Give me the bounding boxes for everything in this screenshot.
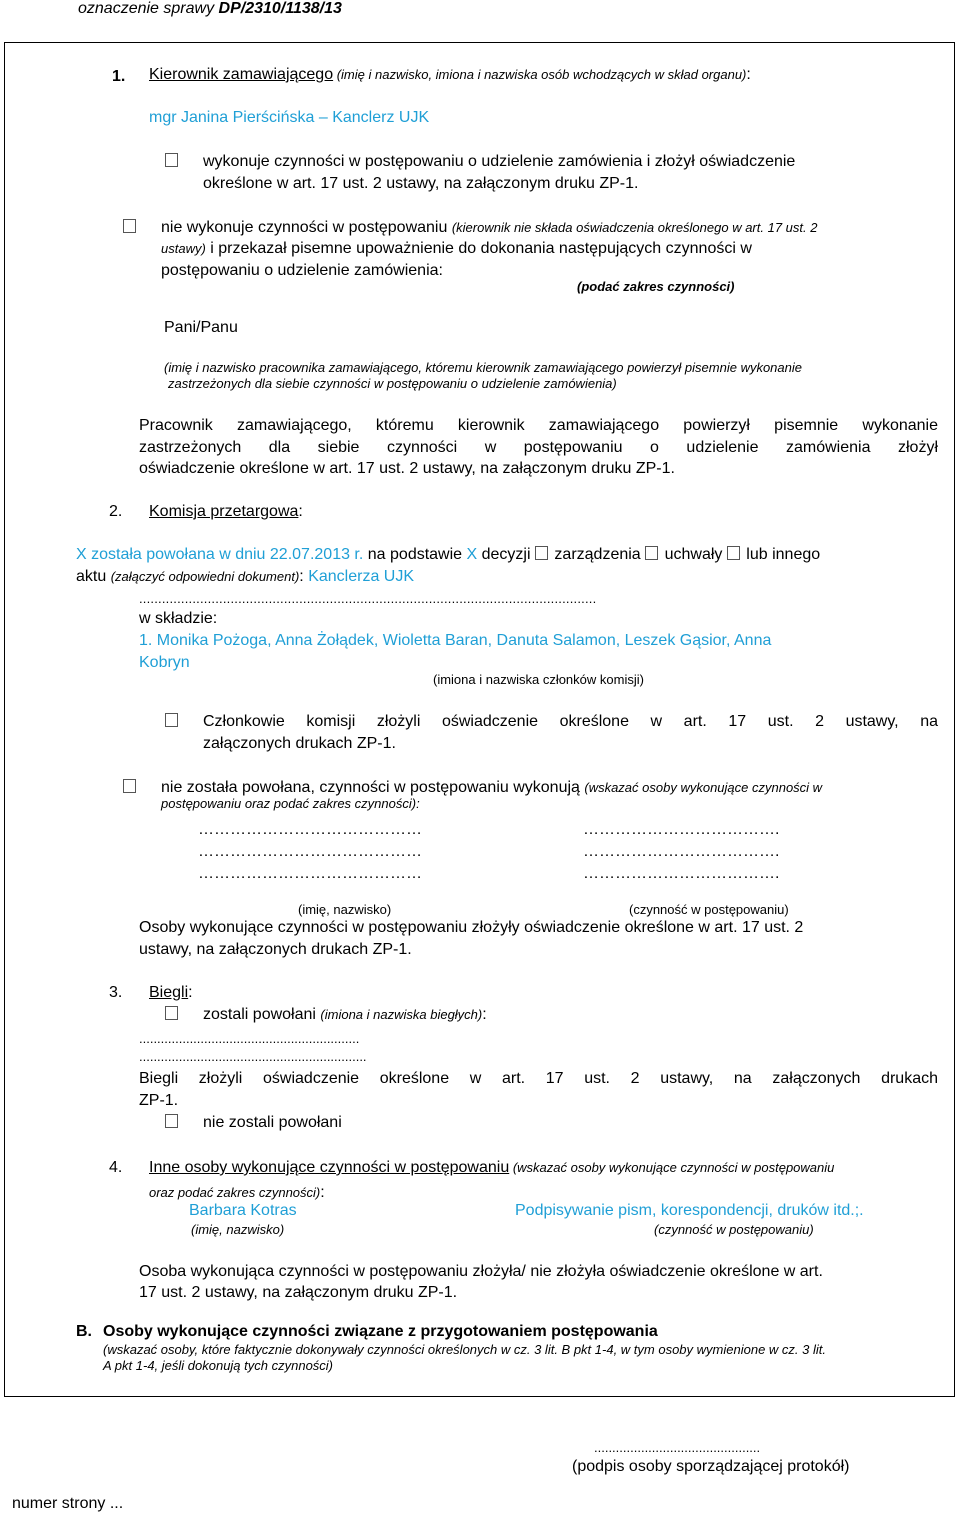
checkbox-other[interactable] xyxy=(727,546,740,560)
section-4-colon: : xyxy=(320,1184,325,1201)
experts-appointed-label: zostali powołani xyxy=(203,1006,321,1023)
not-appointed-note: (wskazać osoby wykonujące czynności w xyxy=(584,780,823,795)
section-4-note1: (wskazać osoby wykonujące czynności w postępowaniu xyxy=(509,1160,835,1175)
head-name: mgr Janina Pierścińska – Kanclerz UJK xyxy=(149,109,430,126)
other-person-task: Podpisywanie pism, korespondencji, druków itd.;. xyxy=(515,1202,864,1219)
section-4-heading xyxy=(149,1159,834,1177)
members-note: (imiona i nazwiska członków komisji) xyxy=(433,672,644,687)
act-value: Kanclerza UJK xyxy=(308,568,415,585)
persons-dots-name-1: …………………………………… xyxy=(198,821,422,838)
option-not-performs-line3: postępowaniu o udzielenie zamówienia: xyxy=(161,262,443,279)
persons-decl-line1: Osoby wykonujące czynności w postępowaniu złożyły oświadczenie określone w art. 17 ust. 2 xyxy=(139,919,804,936)
section-b-note1: (wskazać osoby, które faktycznie dokonywały czynności określonych w cz. 3 lit. B pkt 1-4, w tym osoby wymienione w cz. 3 lit. xyxy=(103,1342,826,1357)
case-number xyxy=(78,0,342,18)
checkbox-performs[interactable] xyxy=(165,153,178,167)
pani-panu: Pani/Panu xyxy=(164,319,238,336)
worker-decl-line1: Pracownik zamawiającego, któremu kierownik zamawiającego powierzył pisemnie wykonanie xyxy=(139,417,938,434)
experts-appointed xyxy=(165,1006,180,1024)
persons-dots-task-3: ………………………………. xyxy=(583,865,780,882)
members-line2: Kobryn xyxy=(139,654,190,671)
experts-appointed-line xyxy=(203,1006,487,1024)
experts-dots-1: ............................................................. xyxy=(139,1031,360,1046)
act-line xyxy=(76,568,414,586)
persons-decl-line2: ustawy, na załączonych drukach ZP-1. xyxy=(139,941,412,958)
section-1-title: Kierownik zamawiającego xyxy=(149,66,334,83)
checkbox-order[interactable] xyxy=(535,546,548,560)
option-not-performs xyxy=(123,219,138,237)
section-3-title: Biegli xyxy=(149,984,189,1001)
experts-not-appointed xyxy=(165,1114,180,1132)
case-number-label: oznaczenie sprawy xyxy=(78,0,219,17)
worker-decl-line3: oświadczenie określone w art. 17 ust. 2 ustawy, na załączonym druku ZP-1. xyxy=(139,460,675,477)
option-performs xyxy=(165,153,180,171)
signature-label: (podpis osoby sporządzającej protokół) xyxy=(572,1458,850,1475)
persons-dots-name-3: …………………………………… xyxy=(198,865,422,882)
experts-dots-2: ............................................................... xyxy=(139,1049,367,1064)
other-col-task: (czynność w postępowaniu) xyxy=(654,1222,814,1237)
option-performs-line2: określone w art. 17 ust. 2 ustawy, na załączonym druku ZP-1. xyxy=(203,175,639,192)
other-decl-line2: 17 ust. 2 ustawy, na załączonym druku ZP-1. xyxy=(139,1284,458,1301)
act-dots: ........................................................................................................................ xyxy=(139,591,597,606)
scope-note: (podać zakres czynności) xyxy=(577,279,735,294)
act-label: aktu xyxy=(76,568,111,585)
section-1-colon: : xyxy=(746,66,751,83)
members-decl-line1: Członkowie komisji złożyli oświadczenie określone w art. 17 ust. 2 ustawy, na xyxy=(203,713,938,730)
act-colon: : xyxy=(299,568,309,585)
experts-decl-line2: ZP-1. xyxy=(139,1092,179,1109)
section-3-colon: : xyxy=(188,984,193,1001)
act-note: (załączyć odpowiedni dokument) xyxy=(110,569,300,584)
option-not-performs-note: (kierownik nie składa oświadczenia określonego w art. 17 ust. 2 xyxy=(451,220,818,235)
option-performs-line1: wykonuje czynności w postępowaniu o udzielenie zamówienia i złożył oświadczenie xyxy=(203,153,796,170)
worker-decl-line2: zastrzeżonych dla siebie czynności w postępowaniu o udzielenie zamówienia złożył xyxy=(139,439,938,456)
persons-dots-task-2: ………………………………. xyxy=(583,843,780,860)
checkbox-experts-appointed[interactable] xyxy=(165,1006,178,1020)
checkbox-members-decl[interactable] xyxy=(165,713,178,727)
members-decl-line2: załączonych drukach ZP-1. xyxy=(203,735,396,752)
persons-dots-name-2: …………………………………… xyxy=(198,843,422,860)
basis-decision-mark: X xyxy=(466,546,478,563)
persons-col-name: (imię, nazwisko) xyxy=(298,902,392,917)
section-b-note2: A pkt 1-4, jeśli dokonują tych czynności) xyxy=(103,1358,334,1373)
basis-resolution: uchwały xyxy=(660,546,727,563)
section-4-title: Inne osoby wykonujące czynności w postępowaniu xyxy=(149,1159,510,1176)
commission-date: 22.07.2013 r. xyxy=(269,546,364,563)
composition-label: w składzie: xyxy=(139,610,218,627)
option-not-performs-text2: i przekazał pisemne upoważnienie do dokonania następujących czynności w xyxy=(205,240,752,257)
checkbox-not-performs[interactable] xyxy=(123,219,136,233)
not-appointed-main: nie została powołana, czynności w postępowaniu wykonują xyxy=(161,779,585,796)
section-b-number: B. xyxy=(76,1323,92,1340)
option-not-performs-line2 xyxy=(161,240,752,258)
section-4-number: 4. xyxy=(109,1159,123,1176)
section-4-note2: oraz podać zakres czynności) xyxy=(149,1185,321,1200)
persons-dots-task-1: ………………………………. xyxy=(583,821,780,838)
experts-not-appointed-label: nie zostali powołani xyxy=(203,1114,342,1131)
section-1-heading xyxy=(149,66,751,84)
basis-other: lub innego xyxy=(741,546,821,563)
basis-decision: decyzji xyxy=(477,546,535,563)
experts-decl-line1: Biegli złożyli oświadczenie określone w art. 17 ust. 2 ustawy, na załączonych drukach xyxy=(139,1070,938,1087)
section-4-note2-line xyxy=(149,1184,325,1202)
section-2-title: Komisja przetargowa xyxy=(149,503,299,520)
option-not-performs-note2: ustawy) xyxy=(161,241,206,256)
section-2-heading xyxy=(149,503,303,521)
not-appointed-note2: postępowaniu oraz podać zakres czynności): xyxy=(161,796,420,811)
section-2-colon: : xyxy=(298,503,303,520)
checkbox-not-appointed[interactable] xyxy=(123,779,136,793)
signature-dots: .............................................. xyxy=(594,1440,761,1455)
not-appointed-line1 xyxy=(161,779,822,797)
section-b-title: Osoby wykonujące czynności związane z przygotowaniem postępowania xyxy=(103,1323,658,1340)
section-3-number: 3. xyxy=(109,984,123,1001)
option-not-performs-line1 xyxy=(161,219,817,237)
experts-appointed-colon: : xyxy=(482,1006,487,1023)
not-appointed xyxy=(123,779,138,797)
case-number-value: DP/2310/1138/13 xyxy=(218,0,342,17)
basis-label: na podstawie xyxy=(363,546,467,563)
section-3-heading xyxy=(149,984,193,1002)
experts-appointed-note: (imiona i nazwiska biegłych) xyxy=(320,1007,483,1022)
other-person-name: Barbara Kotras xyxy=(189,1202,297,1219)
other-decl-line1: Osoba wykonująca czynności w postępowaniu złożyła/ nie złożyła oświadczenie określone w art. xyxy=(139,1263,823,1280)
checkbox-resolution[interactable] xyxy=(645,546,658,560)
members-line1: 1. Monika Pożoga, Anna Żołądek, Wioletta Baran, Danuta Salamon, Leszek Gąsior, Anna xyxy=(139,632,772,649)
persons-col-task: (czynność w postępowaniu) xyxy=(629,902,789,917)
option-not-performs-main: nie wykonuje czynności w postępowaniu xyxy=(161,219,452,236)
section-1-title-note: (imię i nazwisko, imiona i nazwiska osób wchodzących w skład organu) xyxy=(333,67,747,82)
other-col-name: (imię, nazwisko) xyxy=(191,1222,285,1237)
commission-appointed-line xyxy=(76,546,820,564)
section-2-number: 2. xyxy=(109,503,123,520)
worker-note-line1: (imię i nazwisko pracownika zamawiającego, któremu kierownik zamawiającego powierzył pisemnie wykonanie xyxy=(164,360,802,375)
members-decl xyxy=(165,713,180,731)
section-1-number: 1. xyxy=(112,68,126,85)
basis-order: zarządzenia xyxy=(549,546,646,563)
page-number: numer strony ... xyxy=(12,1495,124,1512)
worker-note-line2: zastrzeżonych dla siebie czynności w postępowaniu o udzielenie zamówienia) xyxy=(168,376,617,391)
checkbox-experts-not-appointed[interactable] xyxy=(165,1114,178,1128)
commission-appointed: X została powołana w dniu xyxy=(76,546,270,563)
